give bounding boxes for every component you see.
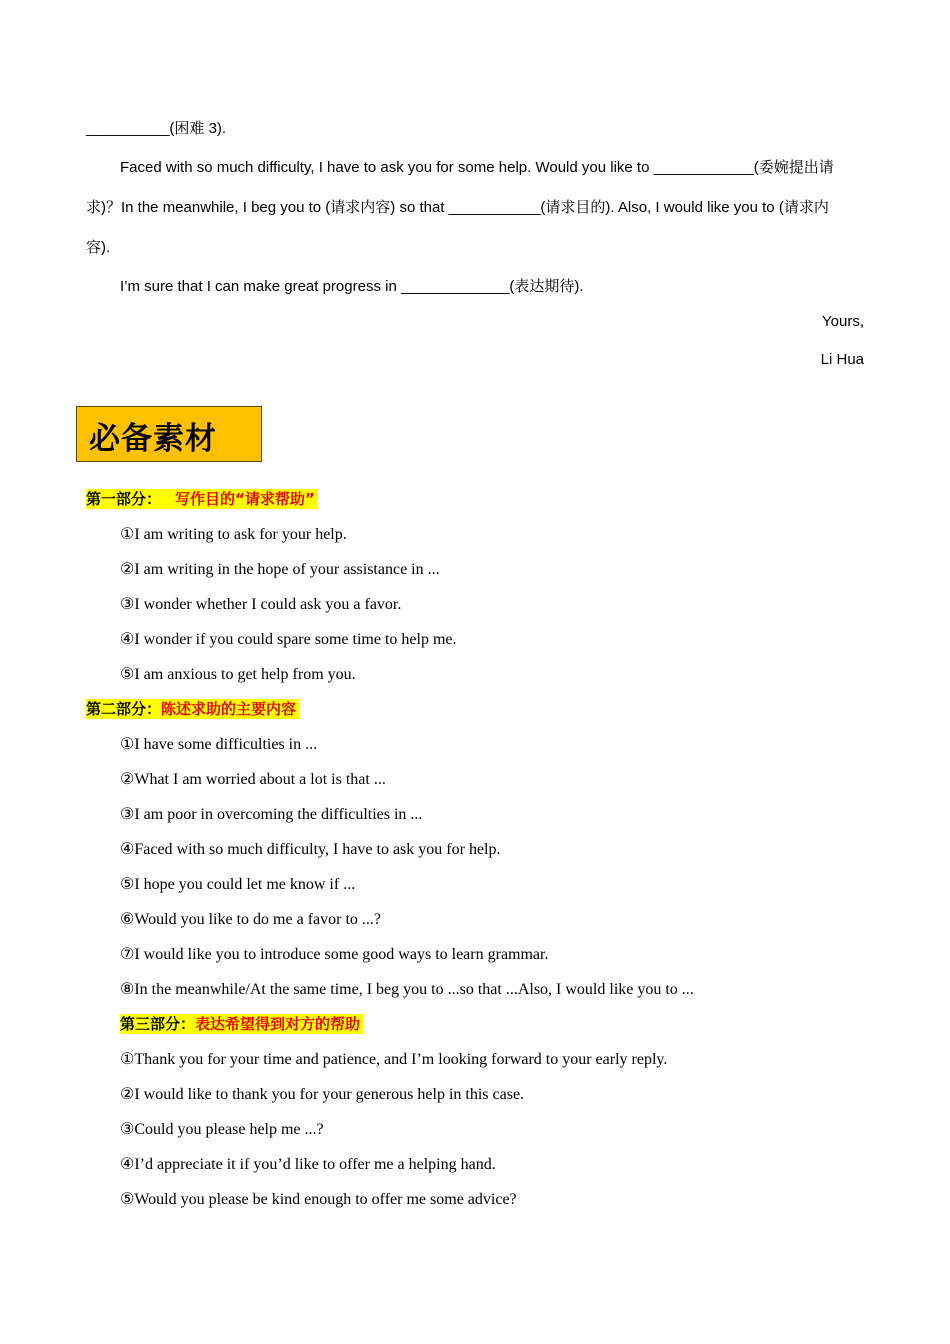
letter-line-1: __________(困难 3). — [86, 120, 227, 137]
list-item: ②I would like to thank you for your generous help in this case. — [120, 1086, 525, 1103]
list-item: ③I am poor in overcoming the difficulties in ... — [120, 806, 423, 823]
list-item: ⑧In the meanwhile/At the same time, I beg you to ...so that ...Also, I would like you to ... — [120, 981, 694, 998]
list-item: ①Thank you for your time and patience, and I’m looking forward to your early reply. — [120, 1051, 668, 1068]
section-1-header — [86, 489, 318, 509]
letter-closing: Yours, — [822, 313, 864, 330]
section-1-label: 第一部分： — [86, 490, 162, 508]
list-item: ①I am writing to ask for your help. — [120, 526, 347, 543]
list-item: ④I’d appreciate it if you’d like to offer me a helping hand. — [120, 1156, 496, 1173]
section-1-title: 写作目的“请求帮助” — [175, 490, 315, 508]
list-item: ③Could you please help me ...? — [120, 1121, 324, 1138]
section-3-title: 表达希望得到对方的帮助 — [195, 1015, 361, 1033]
section-2-header — [86, 699, 299, 719]
section-3-header — [120, 1014, 363, 1034]
letter-line-5: I’m sure that I can make great progress in _____________(表达期待). — [120, 278, 584, 295]
list-item: ①I have some difficulties in ... — [120, 736, 318, 753]
letter-line-3: 求)？In the meanwhile, I beg you to (请求内容) so that ___________(请求目的). Also, I would like you to (请求内 — [86, 199, 829, 216]
materials-heading: 必备素材 — [89, 421, 217, 457]
list-item: ②I am writing in the hope of your assistance in ... — [120, 561, 440, 578]
list-item: ②What I am worried about a lot is that ... — [120, 771, 386, 788]
section-3-label: 第三部分： — [120, 1015, 196, 1033]
letter-line-4: 容). — [86, 239, 111, 256]
letter-line-2: Faced with so much difficulty, I have to ask you for some help. Would you like to ____________(委婉提出请 — [120, 159, 834, 176]
list-item: ⑤I hope you could let me know if ... — [120, 876, 356, 893]
section-2-label: 第二部分： — [86, 700, 162, 718]
list-item: ⑦I would like you to introduce some good ways to learn grammar. — [120, 946, 549, 963]
list-item: ③I wonder whether I could ask you a favor. — [120, 596, 402, 613]
list-item: ⑤Would you please be kind enough to offer me some advice? — [120, 1191, 517, 1208]
materials-heading-box — [76, 406, 262, 462]
list-item: ⑤I am anxious to get help from you. — [120, 666, 356, 683]
section-2-title: 陈述求助的主要内容 — [161, 700, 297, 718]
letter-signature: Li Hua — [820, 351, 864, 368]
list-item: ⑥Would you like to do me a favor to ...? — [120, 911, 381, 928]
list-item: ④Faced with so much difficulty, I have to ask you for help. — [120, 841, 501, 858]
list-item: ④I wonder if you could spare some time to help me. — [120, 631, 457, 648]
